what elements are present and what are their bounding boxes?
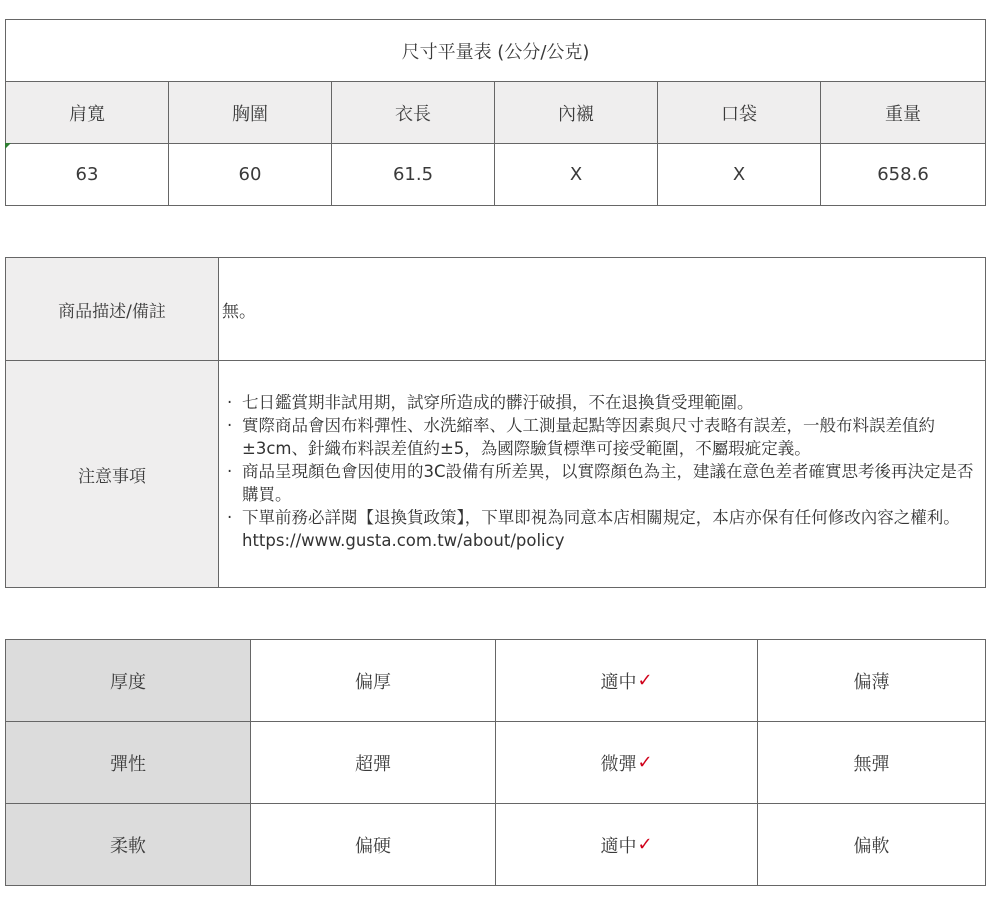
attr-elasticity-opt-2 [495, 721, 758, 804]
notice-item-1: · 七日鑑賞期非試用期，試穿所造成的髒汙破損，不在退換貨受理範圍。 [223, 391, 975, 414]
value-length: 61.5 [331, 143, 495, 206]
attr-label-softness: 柔軟 [5, 803, 251, 886]
attr-elasticity-opt-3: 無彈 [757, 721, 986, 804]
attr-thickness-opt-1: 偏厚 [250, 639, 496, 722]
attr-thickness-opt-2 [495, 639, 758, 722]
value-shoulder: 63 [5, 143, 169, 206]
attr-softness-opt-3: 偏軟 [757, 803, 986, 886]
value-lining: X [494, 143, 658, 206]
description-label: 商品描述/備註 [5, 257, 219, 361]
description-value [218, 257, 986, 361]
notice-item-3: · 商品呈現顏色會因使用的3C設備有所差異，以實際顏色為主，建議在意色差者確實思考後再決定是否購買。 [223, 460, 975, 506]
attr-thickness-opt-2-text: 適中 [600, 671, 637, 693]
check-icon: ✓ [637, 752, 653, 773]
attr-thickness-opt-3: 偏薄 [757, 639, 986, 722]
value-pocket: X [657, 143, 821, 206]
attr-softness-opt-2-text: 適中 [600, 835, 637, 857]
value-weight: 658.6 [820, 143, 986, 206]
attr-elasticity-opt-1: 超彈 [250, 721, 496, 804]
notice-list [219, 391, 975, 552]
value-chest: 60 [168, 143, 332, 206]
corner-marker [5, 143, 11, 149]
description-text: 無。 [222, 301, 256, 322]
attr-label-thickness: 厚度 [5, 639, 251, 722]
attr-softness-opt-1: 偏硬 [250, 803, 496, 886]
header-weight: 重量 [820, 81, 986, 144]
attr-elasticity-opt-2-text: 微彈 [600, 753, 637, 775]
check-icon: ✓ [637, 670, 653, 691]
header-pocket: 口袋 [657, 81, 821, 144]
notice-content [218, 360, 986, 588]
check-icon: ✓ [637, 834, 653, 855]
notice-item-2: · 實際商品會因布料彈性、水洗縮率、人工測量起點等因素與尺寸表略有誤差，一般布料誤差值約±3cm、針織布料誤差值約±5，為國際驗貨標準可接受範圍，不屬瑕疵定義。 [223, 414, 975, 460]
attr-softness-opt-2 [495, 803, 758, 886]
size-table-title: 尺寸平量表 (公分/公克) [5, 19, 986, 82]
notice-item-4: · 下單前務必詳閱【退換貨政策】，下單即視為同意本店相關規定，本店亦保有任何修改內容之權利。https://www.gusta.com.tw/about/policy [223, 506, 975, 552]
header-lining: 內襯 [494, 81, 658, 144]
header-length: 衣長 [331, 81, 495, 144]
header-shoulder: 肩寬 [5, 81, 169, 144]
size-table [5, 19, 986, 207]
attr-label-elasticity: 彈性 [5, 721, 251, 804]
header-chest: 胸圍 [168, 81, 332, 144]
notice-label: 注意事項 [5, 360, 219, 588]
